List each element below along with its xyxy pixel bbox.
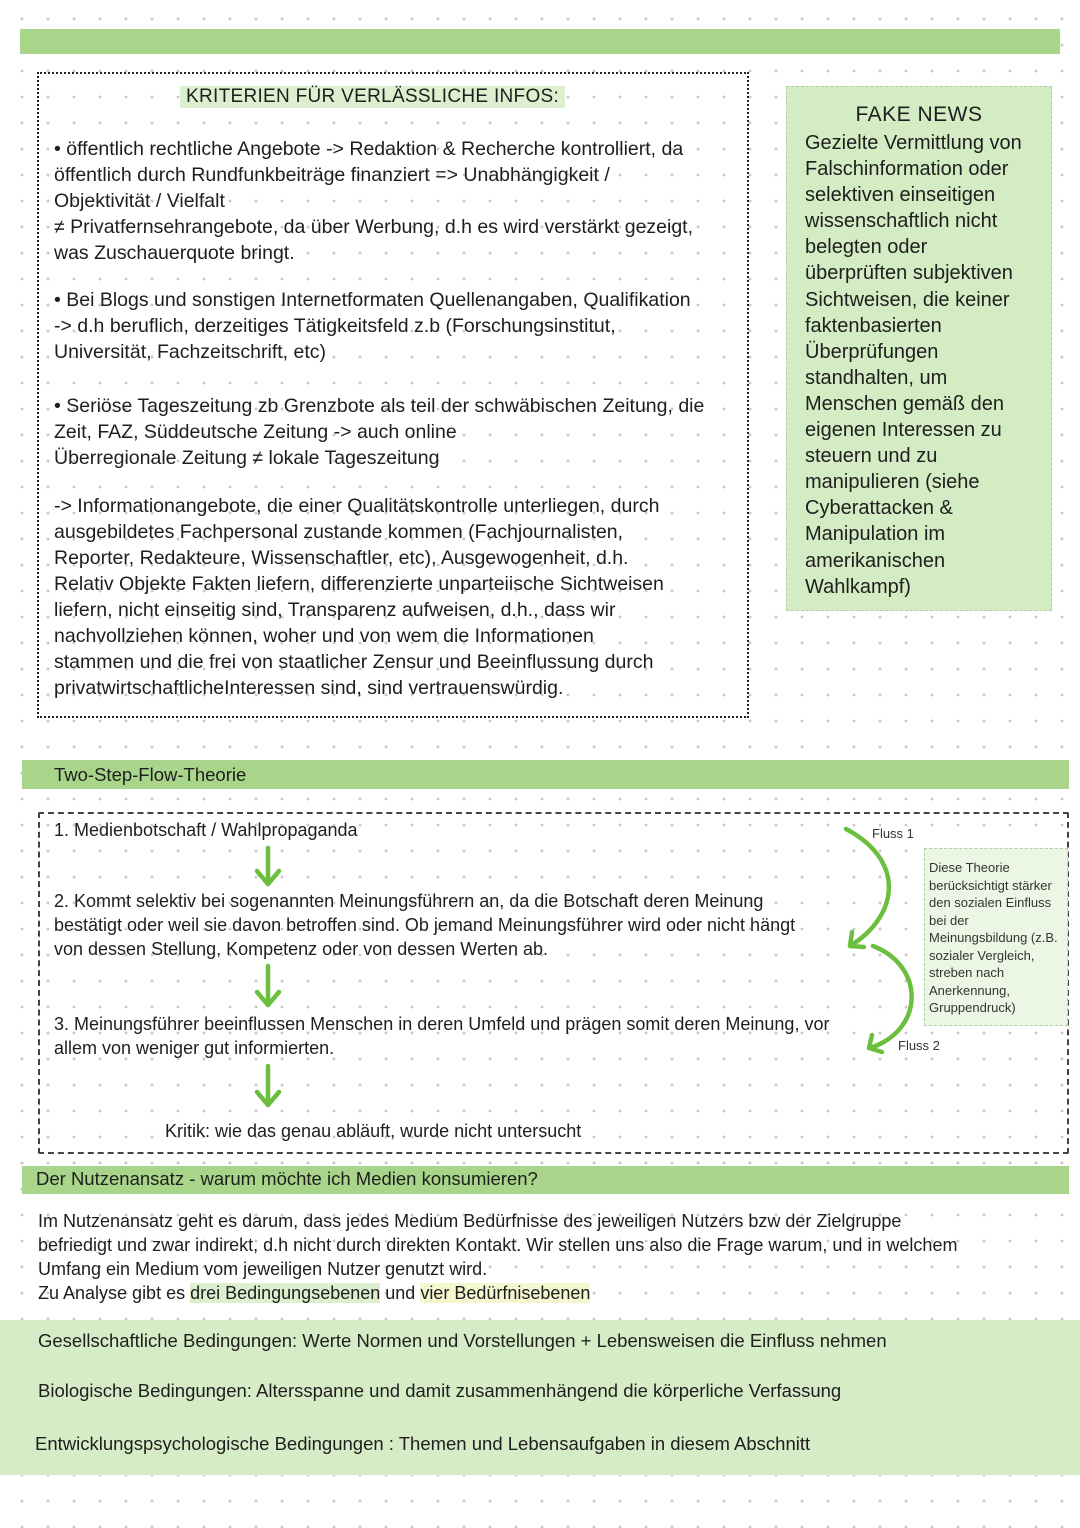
text-fragment: und	[380, 1283, 421, 1303]
text-line: sozialer Vergleich,	[929, 947, 1035, 963]
text-line: selektiven einseitigen	[805, 184, 996, 207]
highlight-need-levels: vier Bedürfnisebenen	[420, 1283, 591, 1303]
text-line: Gruppendruck)	[929, 1000, 1016, 1015]
text-line: Wahlkampf)	[805, 575, 911, 598]
text-line	[38, 1281, 957, 1305]
text-line: Zeit, FAZ, Süddeutsche Zeitung -> auch online	[54, 421, 457, 443]
text-line: Objektivität / Vielfalt	[54, 190, 225, 212]
condition-social: Gesellschaftliche Bedingungen: Werte Normen und Vorstellungen + Lebensweisen die Einfluss nehmen	[38, 1330, 887, 1351]
curved-arrow-icon-flow-1	[846, 829, 889, 947]
nutzenansatz-title: Der Nutzenansatz - warum möchte ich Medien konsumieren?	[36, 1168, 538, 1189]
condition-developmental: Entwicklungspsychologische Bedingungen : Themen und Lebensaufgaben in diesem Abschnitt	[35, 1433, 811, 1454]
text-line: standhalten, um	[805, 366, 948, 389]
text-line: Überprüfungen	[805, 340, 939, 363]
text-line: Im Nutzenansatz geht es darum, dass jedes Medium Bedürfnisse des jeweiligen Nutzers bzw der Zielgruppe	[38, 1211, 902, 1231]
text-line: ausgebildetes Fachpersonal zustande kommen (Fachjournalisten,	[54, 521, 624, 543]
text-line: • öffentlich rechtliche Angebote -> Redaktion & Recherche kontrolliert, da	[54, 138, 684, 160]
text-line: Manipulation im	[805, 523, 946, 546]
theory-note-text	[929, 859, 1058, 1017]
highlight-condition-levels: drei Bedingungsebenen	[190, 1283, 381, 1303]
text-line: bei der	[929, 912, 969, 928]
text-line: Überregionale Zeitung ≠ lokale Tageszeitung	[54, 447, 440, 469]
text-line: Gezielte Vermittlung von	[805, 132, 1022, 154]
condition-biological: Biologische Bedingungen: Altersspanne und damit zusammenhängend die körperliche Verfassung	[38, 1380, 842, 1401]
text-line: Reporter, Redakteure, Wissenschaftler, etc), Ausgewogenheit, d.h.	[54, 547, 629, 569]
text-line: Umfang ein Medium vom jeweiligen Nutzer genutzt wird.	[38, 1259, 488, 1279]
text-line: belegten oder	[805, 236, 928, 259]
text-line: Falschinformation oder	[805, 158, 1009, 181]
text-line: Cyberattacken &	[805, 497, 953, 520]
text-line: 2. Kommt selektiv bei sogenannten Meinungsführern an, da die Botschaft deren Meinung	[54, 891, 764, 911]
text-line: stammen und die frei von staatlicher Zensur und Beeinflussung durch	[54, 651, 654, 673]
text-line: wissenschaftlich nicht	[805, 210, 998, 233]
critique-text: Kritik: wie das genau abläuft, wurde nicht untersucht	[165, 1121, 582, 1141]
text-line: privatwirtschaftlicheInteressen sind, sind vertrauenswürdig.	[54, 677, 564, 699]
text-line: Menschen gemäß den	[805, 392, 1005, 415]
text-line: von dessen Stellung, Kompetenz oder von dessen Werten ab.	[54, 939, 548, 959]
curved-arrow-icon-flow-2	[869, 946, 912, 1052]
text-line: Anerkennung,	[929, 982, 1010, 998]
text-line: Meinungsbildung (z.B.	[929, 930, 1058, 945]
text-line: Relativ Objekte Fakten liefern, differenzierte unparteiische Sichtweisen	[54, 573, 664, 595]
text-line: befriedigt und zwar indirekt, d.h nicht durch direkten Kontakt. Wir stellen uns also die Frage warum, und in welchem	[38, 1235, 958, 1255]
step-1-text: 1. Medienbotschaft / Wahlpropaganda	[54, 820, 358, 840]
fake-news-title: FAKE NEWS	[855, 103, 983, 126]
text-line: manipulieren (siehe	[805, 471, 980, 494]
two-step-flow-title: Two-Step-Flow-Theorie	[54, 764, 247, 785]
text-line: Sichtweisen, die keiner	[805, 288, 1010, 311]
text-line: amerikanischen	[805, 549, 946, 572]
text-line: steuern und zu	[805, 445, 938, 468]
flow-1-label: Fluss 1	[872, 826, 914, 841]
text-line: öffentlich durch Rundfunkbeiträge finanziert => Unabhängigkeit /	[54, 164, 610, 186]
text-line: liefern, nicht einseitig sind, Transparenz aufweisen, d.h., dass wir	[54, 599, 616, 621]
flow-2-label: Fluss 2	[898, 1038, 940, 1053]
text-line: den sozialen Einfluss	[929, 895, 1052, 910]
down-arrow-icon-3	[257, 1066, 279, 1105]
text-line: -> Informationangebote, die einer Qualitätskontrolle unterliegen, durch	[54, 495, 660, 517]
down-arrow-icon-1	[257, 848, 279, 884]
text-line: Diese Theorie	[929, 860, 1010, 875]
text-line: allem von weniger gut informierten.	[54, 1038, 335, 1058]
text-line: Universität, Fachzeitschrift, etc)	[54, 341, 326, 363]
text-line: faktenbasierten	[805, 314, 942, 337]
down-arrow-icon-2	[257, 966, 279, 1005]
text-line: -> d.h beruflich, derzeitiges Tätigkeitsfeld z.b (Forschungsinstitut,	[54, 315, 616, 337]
text-line: überprüften subjektiven	[805, 262, 1013, 285]
text-line: berücksichtigt stärker	[929, 877, 1052, 893]
text-line: • Bei Blogs und sonstigen Internetformaten Quellenangaben, Qualifikation	[54, 289, 691, 311]
nutzenansatz-body	[38, 1209, 957, 1305]
text-line: nachvollziehen können, woher und von wem die Informationen	[54, 625, 594, 647]
text-line: streben nach	[929, 965, 1005, 980]
text-fragment: Zu Analyse gibt es	[38, 1283, 191, 1303]
text-line: 3. Meinungsführer beeinflussen Menschen in deren Umfeld und prägen somit deren Meinung, vor	[54, 1014, 830, 1034]
criteria-title: KRITERIEN FÜR VERLÄSSLICHE INFOS:	[180, 86, 565, 108]
text-line: eigenen Interessen zu	[805, 419, 1002, 442]
text-line: was Zuschauerquote bringt.	[54, 242, 295, 264]
text-line: • Seriöse Tageszeitung zb Grenzbote als teil der schwäbischen Zeitung, die	[54, 395, 705, 417]
text-line: bestätigt oder weil sie davon betroffen sind. Ob jemand Meinungsführer wird oder nicht hängt	[54, 915, 796, 935]
text-line: ≠ Privatfernsehrangebote, da über Werbung, d.h es wird verstärkt gezeigt,	[54, 216, 694, 238]
